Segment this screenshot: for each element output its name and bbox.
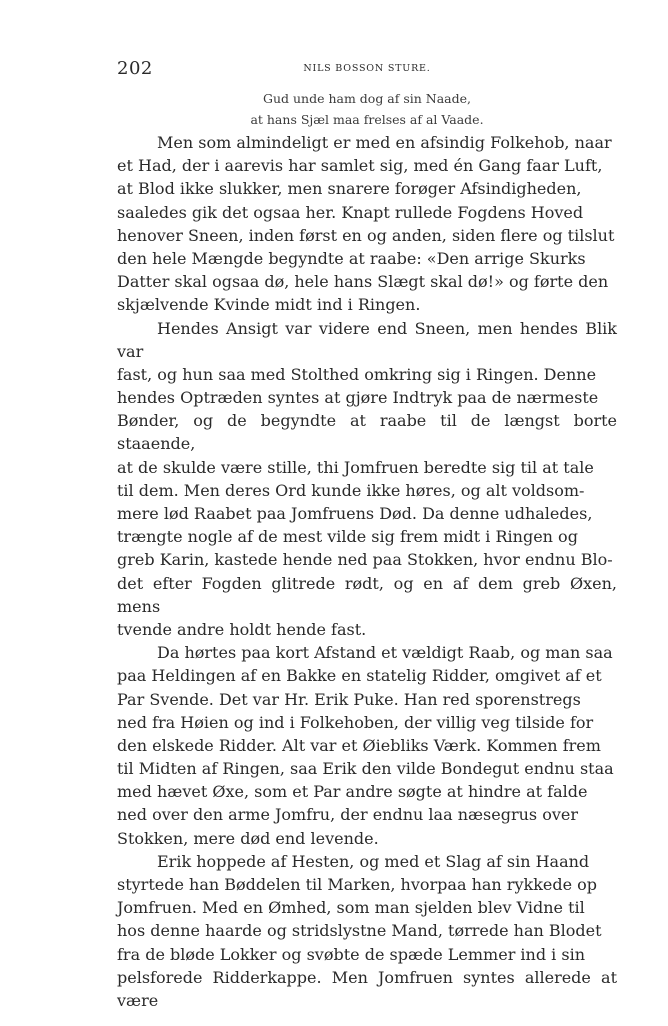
- paragraph: Men som almindeligt er med en afsindig Folkehob, naar et Had, der i aarevis har samlet sig, med én Gang faar Luft, at Blod ikke slukker, men snarere forøger Afsindigheden, saaledes gik det ogsaa her. Knapt rullede Fogdens Hoved henover Sneen, inden først en og anden, siden flere og tilslut den hele Mængde begyndte at raabe: «Den arrige Skurks Datter skal ogsaa dø, hele hans Slægt skal dø!» og førte den skjælvende Kvinde midt ind i Ringen.: [117, 133, 615, 315]
- verse-line: Gud unde ham dog af sin Naade,: [262, 91, 472, 106]
- page-number: 202: [117, 58, 153, 79]
- body-text: [117, 131, 617, 1012]
- paragraph: Hendes Ansigt var videre end Sneen, men hendes Blik var fast, og hun saa med Stolthed omkring sig i Ringen. Denne hendes Optræden syntes at gjøre Indtryk paa de nærmeste Bønder, og de begyndte at raabe til de længst borte staaende, at de skulde være stille, thi Jomfruen beredte sig til at tale til dem. Men deres Ord kunde ikke høres, og alt voldsom- mere lød Raabet paa Jomfruens Død. Da denne udhaledes, trængte nogle af de mest vilde sig frem midt i Ringen og greb Karin, kastede hende ned paa Stokken, hvor endnu Blo- det efter Fogden glitrede rødt, og en af dem greb Øxen, mens tvende andre holdt hende fast.: [117, 318, 617, 639]
- page-header: [117, 58, 617, 82]
- running-title: NILS BOSSON STURE.: [303, 63, 431, 74]
- verse-quote: [117, 88, 617, 130]
- verse-line: at hans Sjæl maa frelses af al Vaade.: [250, 112, 484, 127]
- paragraph: Da hørtes paa kort Afstand et vældigt Raab, og man saa paa Heldingen af en Bakke en statelig Ridder, omgivet af et Par Svende. Det var Hr. Erik Puke. Han red sporenstregs ned fra Høien og ind i Folkehoben, der villig veg tilside for den elskede Ridder. Alt var et Øiebliks Værk. Kommen frem til Midten af Ringen, saa Erik den vilde Bondegut endnu staa med hævet Øxe, som et Par andre søgte at hindre at falde ned over den arme Jomfru, der endnu laa næsegrus over Stokken, mere død end levende.: [117, 643, 614, 848]
- paragraph: Erik hoppede af Hesten, og med et Slag af sin Haand styrtede han Bøddelen til Marken, hvorpaa han rykkede op Jomfruen. Med en Ømhed, som man sjelden blev Vidne til hos denne haarde og stridslystne Mand, tørrede han Blodet fra de bløde Lokker og svøbte de spæde Lemmer ind i sin pelsforede Ridderkappe. Men Jomfruen syntes allerede at være: [117, 851, 617, 1010]
